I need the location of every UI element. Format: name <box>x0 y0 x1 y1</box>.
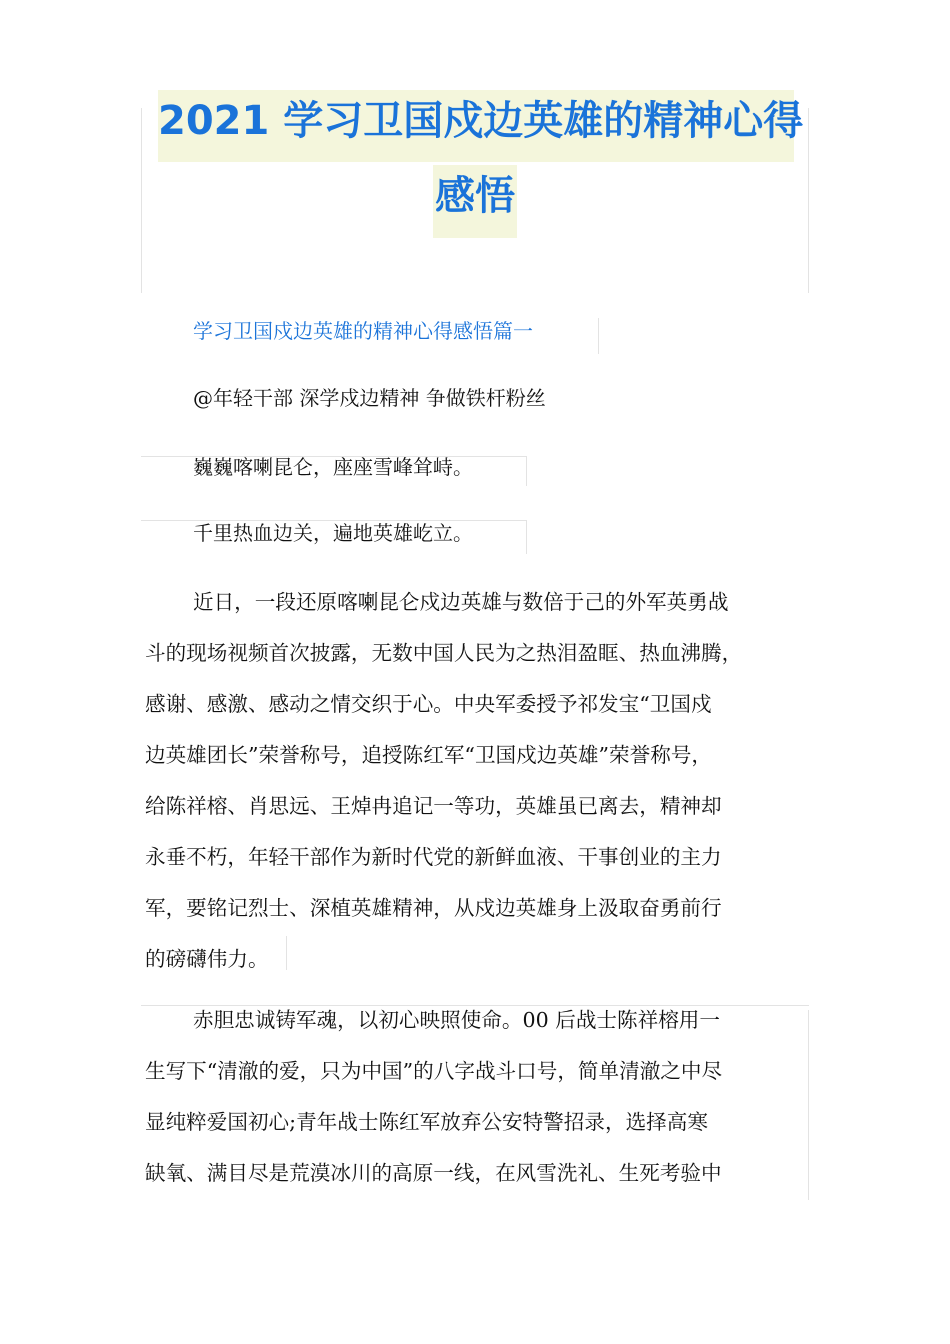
paragraph-line: 永垂不朽，年轻干部作为新时代党的新鲜血液、干事创业的主力 <box>145 845 722 869</box>
paragraph-line: 生写下“清澈的爱，只为中国”的八字战斗口号，简单清澈之中尽 <box>145 1059 723 1083</box>
paragraph-line: 军，要铭记烈士、深植英雄精神，从戍边英雄身上汲取奋勇前行 <box>145 896 722 920</box>
document-title-continued: 感悟 <box>433 165 517 238</box>
guide-line <box>808 108 809 293</box>
verse-line: 千里热血边关，遍地英雄屹立。 <box>193 521 473 545</box>
paragraph-line: 的磅礴伟力。 <box>145 947 269 971</box>
paragraph-line: 赤胆忠诚铸军魂，以初心映照使命。00 后战士陈祥榕用一 <box>193 1008 720 1032</box>
body-paragraph <box>145 577 813 985</box>
paragraph-line: 显纯粹爱国初心;青年战士陈红军放弃公安特警招录，选择高寒 <box>145 1110 708 1134</box>
body-paragraph <box>145 995 813 1199</box>
paragraph-line: 给陈祥榕、肖思远、王焯冉追记一等功，英雄虽已离去，精神却 <box>145 794 722 818</box>
guide-line <box>598 318 599 354</box>
verse-line: 巍巍喀喇昆仑，座座雪峰耸峙。 <box>193 455 473 479</box>
paragraph-line: 感谢、感激、感动之情交织于心。中央军委授予祁发宝“卫国戍 <box>145 692 712 716</box>
paragraph-line: 近日，一段还原喀喇昆仑戍边英雄与数倍于己的外军英勇战 <box>193 590 729 614</box>
tagline: @年轻干部 深学戍边精神 争做铁杆粉丝 <box>193 386 546 410</box>
paragraph-line: 边英雄团长”荣誉称号，追授陈红军“卫国戍边英雄”荣誉称号， <box>145 743 713 767</box>
section-heading: 学习卫国戍边英雄的精神心得感悟篇一 <box>193 319 533 343</box>
guide-line <box>526 520 527 554</box>
document-title: 2021 学习卫国戍边英雄的精神心得 <box>158 90 794 162</box>
paragraph-line: 缺氧、满目尽是荒漠冰川的高原一线，在风雪洗礼、生死考验中 <box>145 1161 722 1185</box>
guide-line <box>141 108 142 293</box>
paragraph-line: 斗的现场视频首次披露，无数中国人民为之热泪盈眶、热血沸腾， <box>145 641 743 665</box>
guide-line <box>526 456 527 486</box>
